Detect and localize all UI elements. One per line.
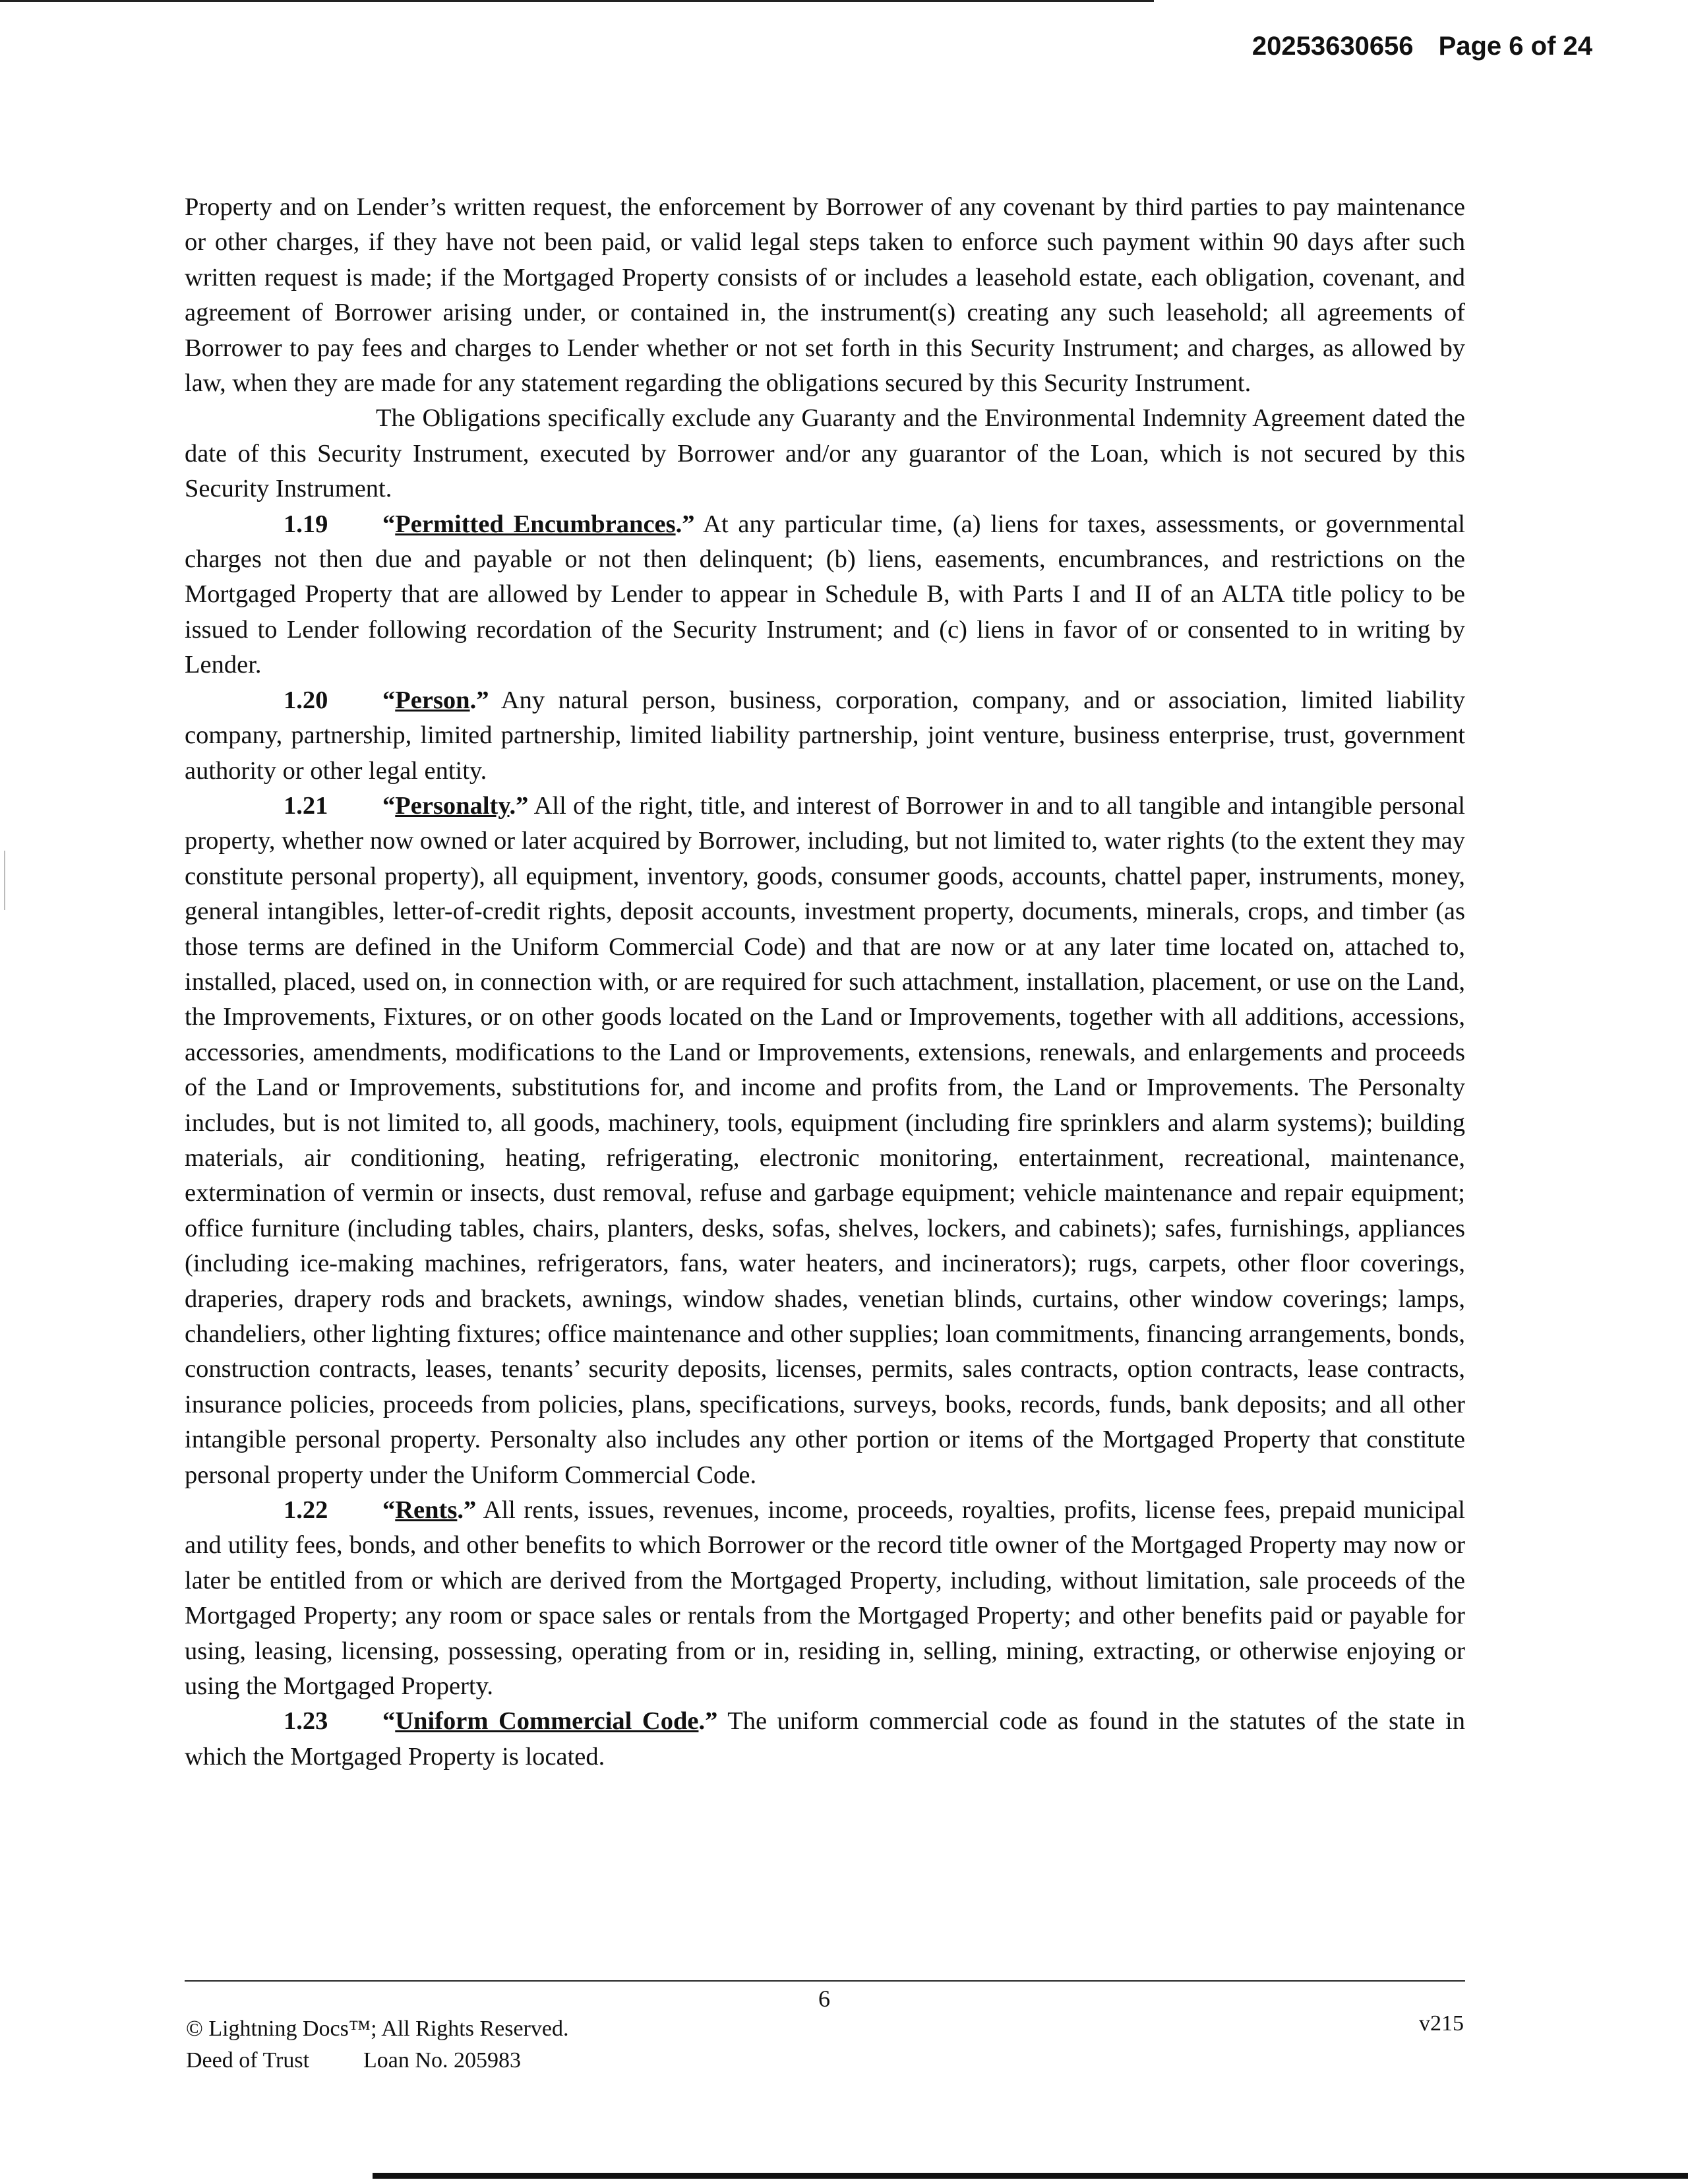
definition-text: The uniform commercial code as found in the statutes of the state in which the Mortgaged Property is located.: [185, 1707, 1465, 1771]
section-number: 1.19: [284, 510, 328, 538]
definition-text: All of the right, title, and interest of Borrower in and to all tangible and intangible personal property, whether now owned or later acquired by Borrower, including, but not limited to, water rights (to the extent they may constitute personal property), all equipment, inventory, goods, consumer goods, accounts, chattel paper, instruments, money, general intangibles, letter-of-credit rights, deposit accounts, investment property, documents, minerals, crops, and timber (as those terms are defined in the Uniform Commercial Code) and that are now or at any later time located on, attached to, installed, placed, used on, in connection with, or are required for such attachment, installation, placement, or use on the Land, the Improvements, Fixtures, or on other goods located on the Land or Improvements, together with all additions, accessions, accessories, amendments, modifications to the Land or Improvements, extensions, renewals, and enlargements and proceeds of the Land or Improvements, substitutions for, and income and profits from, the Land or Improvements. The Personalty includes, but is not limited to, all goods, machinery, tools, equipment (including fire sprinklers and alarm systems); building materials, air conditioning, heating, refrigerating, electronic monitoring, entertainment, recreational, maintenance, extermination of vermin or insects, dust removal, refuse and garbage equipment; vehicle maintenance and repair equipment; office furniture (including tables, chairs, planters, desks, sofas, shelves, lockers, and cabinets); safes, furnishings, appliances (including ice-making machines, refrigerators, fans, water heaters, and incinerators); rugs, carpets, other floor coverings, draperies, drapery rods and brackets, awnings, window shades, venetian blinds, curtains, other window coverings; lamps, chandeliers, other lighting fixtures; office maintenance and other supplies; loan commitments, financing arrangements, bonds, construction contracts, leases, tenants’ security deposits, licenses, permits, sales contracts, option contracts, lease contracts, insurance policies, proceeds from policies, plans, specifications, surveys, books, records, funds, bank deposits; and all other intangible personal property. Personalty also includes any other portion or items of the Mortgaged Property that constitute personal property under the Uniform Commercial Code.: [185, 791, 1465, 1489]
continued-paragraph: Property and on Lender’s written request, the enforcement by Borrower of any covenant by third parties to pay maintenance or other charges, if they have not been paid, or valid legal steps taken to enforce such payment within 90 days after such written request is made; if the Mortgaged Property consists of or includes a leasehold estate, each obligation, covenant, and agreement of Borrower arising under, or contained in, the instrument(s) creating any such leasehold; all agreements of Borrower to pay fees and charges to Lender whether or not set forth in this Security Instrument; and charges, as allowed by law, when they are made for any statement regarding the obligations secured by this Security Instrument.: [185, 193, 1465, 398]
obligations-exclusion-paragraph: The Obligations specifically exclude any Guaranty and the Environmental Indemnity Agreement dated the date of this Security Instrument, executed by Borrower and/or any guarantor of the Loan, which is not secured by this Security Instrument.: [185, 404, 1465, 503]
loan-number: Loan No. 205983: [363, 2048, 521, 2073]
page-number: 6: [818, 1986, 830, 2012]
section-number: 1.21: [284, 791, 328, 820]
definition-text: Any natural person, business, corporation, company, and or association, limited liability company, partnership, limited partnership, limited liability partnership, joint venture, business enterprise, trust, government authority or other legal entity.: [185, 686, 1465, 785]
section-number: 1.23: [284, 1707, 328, 1736]
page-of-label: Page 6 of 24: [1438, 32, 1592, 61]
document-number: 20253630656: [1251, 32, 1414, 61]
document-title: Deed of Trust: [186, 2048, 310, 2073]
document-title-line: [186, 2048, 521, 2073]
document-body: [185, 190, 1465, 1774]
defined-term: Person: [395, 686, 470, 714]
definition-text: All rents, issues, revenues, income, proceeds, royalties, profits, license fees, prepaid municipal and utility fees, bonds, and other benefits to which Borrower or the record title owner of the Mortgaged Property may now or later be entitled from or which are derived from the Mortgaged Property, including, without limitation, sale proceeds of the Mortgaged Property; any room or space sales or rentals from the Mortgaged Property; and other benefits paid or payable for using, leasing, licensing, possessing, operating from or in, residing in, selling, mining, extracting, or otherwise enjoying or using the Mortgaged Property.: [185, 1496, 1465, 1701]
definition-person: 1.20 “Person.” Any natural person, business, corporation, company, and or association, limited liability company, partnership, limited partnership, limited liability partnership, joint venture, business enterprise, trust, government authority or other legal entity.: [185, 683, 1465, 789]
bottom-scan-edge: [373, 2173, 1688, 2179]
copyright-notice: © Lightning Docs™; All Rights Reserved.: [186, 2017, 569, 2041]
definition-rents: 1.22 “Rents.” All rents, issues, revenues, income, proceeds, royalties, profits, license fees, prepaid municipal and utility fees, bonds, and other benefits to which Borrower or the record title owner of the Mortgaged Property may now or later be entitled from or which are derived from the Mortgaged Property, including, without limitation, sale proceeds of the Mortgaged Property; any room or space sales or rentals from the Mortgaged Property; and other benefits paid or payable for using, leasing, licensing, possessing, operating from or in, residing in, selling, mining, extracting, or otherwise enjoying or using the Mortgaged Property.: [185, 1493, 1465, 1704]
definition-personalty: 1.21 “Personalty.” All of the right, title, and interest of Borrower in and to all tangible and intangible personal property, whether now owned or later acquired by Borrower, including, but not limited to, water rights (to the extent they may constitute personal property), all equipment, inventory, goods, consumer goods, accounts, chattel paper, instruments, money, general intangibles, letter-of-credit rights, deposit accounts, investment property, documents, minerals, crops, and timber (as those terms are defined in the Uniform Commercial Code) and that are now or at any later time located on, attached to, installed, placed, used on, in connection with, or are required for such attachment, installation, placement, or use on the Land, the Improvements, Fixtures, or on other goods located on the Land or Improvements, together with all additions, accessions, accessories, amendments, modifications to the Land or Improvements, extensions, renewals, and enlargements and proceeds of the Land or Improvements, substitutions for, and income and profits from, the Land or Improvements. The Personalty includes, but is not limited to, all goods, machinery, tools, equipment (including fire sprinklers and alarm systems); building materials, air conditioning, heating, refrigerating, electronic monitoring, entertainment, recreational, maintenance, extermination of vermin or insects, dust removal, refuse and garbage equipment; vehicle maintenance and repair equipment; office furniture (including tables, chairs, planters, desks, sofas, shelves, lockers, and cabinets); safes, furnishings, appliances (including ice-making machines, refrigerators, fans, water heaters, and incinerators); rugs, carpets, other floor coverings, draperies, drapery rods and brackets, awnings, window shades, venetian blinds, curtains, other window coverings; lamps, chandeliers, other lighting fixtures; office maintenance and other supplies; loan commitments, financing arrangements, bonds, construction contracts, leases, tenants’ security deposits, licenses, permits, sales contracts, option contracts, lease contracts, insurance policies, proceeds from policies, plans, specifications, surveys, books, records, funds, bank deposits; and all other intangible personal property. Personalty also includes any other portion or items of the Mortgaged Property that constitute personal property under the Uniform Commercial Code.: [185, 789, 1465, 1493]
scan-edge-mark: [4, 851, 5, 910]
defined-term: Personalty: [395, 791, 510, 820]
defined-term: Permitted Encumbrances: [395, 510, 676, 538]
definition-uniform-commercial-code: 1.23 “Uniform Commercial Code.” The uniform commercial code as found in the statutes of the state in which the Mortgaged Property is located.: [185, 1704, 1465, 1774]
form-version: v215: [1419, 2011, 1464, 2036]
definition-text: At any particular time, (a) liens for taxes, assessments, or governmental charges not then due and payable or not then delinquent; (b) liens, easements, encumbrances, and restrictions on the Mortgaged Property that are allowed by Lender to appear in Schedule B, with Parts I and II of an ALTA title policy to be issued to Lender following recordation of the Security Instrument; and (c) liens in favor of or consented to in writing by Lender.: [185, 510, 1465, 679]
section-number: 1.22: [284, 1496, 328, 1525]
footer-divider: [185, 1980, 1465, 1982]
defined-term: Uniform Commercial Code: [395, 1707, 699, 1736]
defined-term: Rents: [395, 1496, 458, 1525]
recording-header: [1252, 32, 1592, 61]
top-scan-edge: [0, 0, 1154, 2]
section-number: 1.20: [284, 686, 328, 714]
definition-permitted-encumbrances: 1.19 “Permitted Encumbrances.” At any particular time, (a) liens for taxes, assessments, or governmental charges not then due and payable or not then delinquent; (b) liens, easements, encumbrances, and restrictions on the Mortgaged Property that are allowed by Lender to appear in Schedule B, with Parts I and II of an ALTA title policy to be issued to Lender following recordation of the Security Instrument; and (c) liens in favor of or consented to in writing by Lender.: [185, 507, 1465, 683]
